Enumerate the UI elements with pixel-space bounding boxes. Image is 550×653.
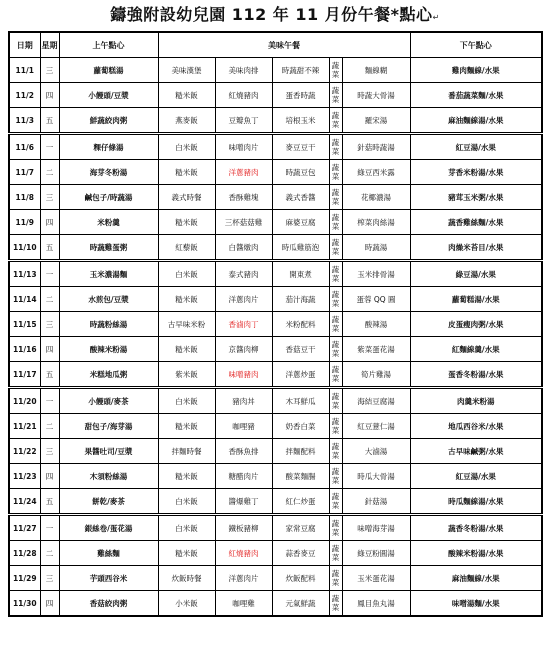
lunch-main-cell: 三杯菇菇雞: [215, 210, 272, 235]
vegetable-cell: [329, 566, 342, 591]
pm-snack-cell: 肉羹米粉湯: [410, 388, 542, 414]
date-cell: 11/27: [9, 515, 40, 541]
am-snack-cell: 香菇絞肉粥: [59, 591, 158, 617]
lunch-soup-cell: 針菇時蔬湯: [342, 134, 410, 160]
lunch-staple-cell: 白米飯: [158, 134, 215, 160]
vegetable-cell: [329, 160, 342, 185]
menu-row: [9, 261, 542, 287]
vegetable-label: 蔬: [331, 265, 340, 274]
vegetable-label: 蔬: [331, 392, 340, 401]
lunch-side-cell: 奶香白菜: [272, 414, 329, 439]
lunch-staple-cell: 拌麵時餐: [158, 439, 215, 464]
pm-snack-cell: 皮蛋瘦肉粥/水果: [410, 312, 542, 337]
vegetable-label: 蔬: [331, 569, 340, 578]
date-cell: 11/16: [9, 337, 40, 362]
header-pm: 下午點心: [410, 32, 542, 58]
title-text: 鑄強附設幼兒園 112 年 11 月份午餐*點心: [110, 5, 433, 24]
menu-table: [8, 31, 543, 617]
lunch-staple-cell: 白米飯: [158, 261, 215, 287]
vegetable-label: 菜: [331, 476, 340, 485]
lunch-side-cell: 米粉配料: [272, 312, 329, 337]
vegetable-label: 蔬: [331, 213, 340, 222]
menu-row: [9, 312, 542, 337]
weekday-cell: 四: [40, 591, 59, 617]
lunch-main-cell: 洋蔥肉片: [215, 566, 272, 591]
vegetable-label: 蔬: [331, 492, 340, 501]
date-cell: 11/9: [9, 210, 40, 235]
lunch-side-cell: 木耳鮮瓜: [272, 388, 329, 414]
weekday-cell: 五: [40, 362, 59, 388]
vegetable-cell: [329, 83, 342, 108]
lunch-staple-cell: 糙米飯: [158, 464, 215, 489]
am-snack-cell: 米粉羹: [59, 210, 158, 235]
menu-row: [9, 210, 542, 235]
menu-row: [9, 489, 542, 515]
lunch-side-cell: 義式香醬: [272, 185, 329, 210]
menu-row: [9, 108, 542, 134]
vegetable-label: 蔬: [331, 315, 340, 324]
lunch-staple-cell: 義式時餐: [158, 185, 215, 210]
menu-body: [9, 58, 542, 617]
return-mark: ↵: [432, 13, 440, 22]
date-cell: 11/2: [9, 83, 40, 108]
lunch-side-cell: 開東煮: [272, 261, 329, 287]
pm-snack-cell: 蔬香冬粉湯/水果: [410, 515, 542, 541]
lunch-staple-cell: 古早味米粉: [158, 312, 215, 337]
lunch-main-cell: 味噌豬肉: [215, 362, 272, 388]
weekday-cell: 五: [40, 235, 59, 261]
menu-row: [9, 464, 542, 489]
weekday-cell: 一: [40, 515, 59, 541]
am-snack-cell: 小饅頭/豆漿: [59, 83, 158, 108]
date-cell: 11/22: [9, 439, 40, 464]
date-cell: 11/30: [9, 591, 40, 617]
lunch-main-cell: 京醬肉柳: [215, 337, 272, 362]
menu-row: [9, 83, 542, 108]
vegetable-label: 菜: [331, 603, 340, 612]
vegetable-label: 蔬: [331, 86, 340, 95]
lunch-soup-cell: 大滷湯: [342, 439, 410, 464]
header-am: 上午點心: [59, 32, 158, 58]
date-cell: 11/1: [9, 58, 40, 83]
lunch-side-cell: 蛋香時蔬: [272, 83, 329, 108]
pm-snack-cell: 蘿蔔糕湯/水果: [410, 287, 542, 312]
am-snack-cell: 鮮蔬絞肉粥: [59, 108, 158, 134]
lunch-staple-cell: 白米飯: [158, 489, 215, 515]
pm-snack-cell: 紅麵線羹/水果: [410, 337, 542, 362]
pm-snack-cell: 古早味鹹粥/水果: [410, 439, 542, 464]
date-cell: 11/29: [9, 566, 40, 591]
vegetable-cell: [329, 185, 342, 210]
vegetable-label: 蔬: [331, 365, 340, 374]
lunch-main-cell: 紅燒豬肉: [215, 541, 272, 566]
weekday-cell: 一: [40, 261, 59, 287]
vegetable-label: 菜: [331, 501, 340, 510]
vegetable-cell: [329, 134, 342, 160]
vegetable-label: 菜: [331, 274, 340, 283]
menu-row: [9, 362, 542, 388]
am-snack-cell: 時蔬粉絲湯: [59, 312, 158, 337]
lunch-soup-cell: 綠豆粉圓湯: [342, 541, 410, 566]
menu-row: [9, 287, 542, 312]
date-cell: 11/21: [9, 414, 40, 439]
date-cell: 11/8: [9, 185, 40, 210]
header-lunch: 美味午餐: [158, 32, 410, 58]
weekday-cell: 五: [40, 489, 59, 515]
pm-snack-cell: 麻油麵線/水果: [410, 566, 542, 591]
menu-row: [9, 235, 542, 261]
lunch-side-cell: 時瓜雞筋泡: [272, 235, 329, 261]
vegetable-label: 蔬: [331, 544, 340, 553]
lunch-main-cell: 香滷肉丁: [215, 312, 272, 337]
lunch-soup-cell: 筍片雞湯: [342, 362, 410, 388]
lunch-staple-cell: 糙米飯: [158, 160, 215, 185]
menu-row: [9, 515, 542, 541]
date-cell: 11/20: [9, 388, 40, 414]
vegetable-cell: [329, 261, 342, 287]
lunch-main-cell: 豬肉丼: [215, 388, 272, 414]
weekday-cell: 四: [40, 83, 59, 108]
am-snack-cell: 鹹包子/時蔬湯: [59, 185, 158, 210]
header-row: [9, 32, 542, 58]
lunch-main-cell: 洋蔥肉片: [215, 287, 272, 312]
lunch-soup-cell: 酸辣湯: [342, 312, 410, 337]
vegetable-label: 菜: [331, 299, 340, 308]
header-dow: 星期: [40, 32, 59, 58]
vegetable-label: 蔬: [331, 238, 340, 247]
lunch-side-cell: 酸菜麵腸: [272, 464, 329, 489]
menu-row: [9, 591, 542, 617]
lunch-main-cell: 香酥雞塊: [215, 185, 272, 210]
vegetable-cell: [329, 235, 342, 261]
date-cell: 11/13: [9, 261, 40, 287]
menu-row: [9, 388, 542, 414]
vegetable-label: 菜: [331, 553, 340, 562]
vegetable-cell: [329, 388, 342, 414]
weekday-cell: 三: [40, 58, 59, 83]
vegetable-cell: [329, 439, 342, 464]
lunch-soup-cell: 紫菜蛋花湯: [342, 337, 410, 362]
vegetable-cell: [329, 591, 342, 617]
vegetable-cell: [329, 210, 342, 235]
am-snack-cell: 水煎包/豆漿: [59, 287, 158, 312]
vegetable-label: 菜: [331, 426, 340, 435]
lunch-side-cell: 紅仁炒蛋: [272, 489, 329, 515]
vegetable-label: 蔬: [331, 290, 340, 299]
lunch-staple-cell: 白米飯: [158, 388, 215, 414]
am-snack-cell: 時蔬雞蛋粥: [59, 235, 158, 261]
vegetable-cell: [329, 362, 342, 388]
vegetable-label: 蔬: [331, 467, 340, 476]
header-date: 日期: [9, 32, 40, 58]
menu-row: [9, 134, 542, 160]
lunch-side-cell: 炊飯配料: [272, 566, 329, 591]
vegetable-label: 菜: [331, 578, 340, 587]
lunch-side-cell: 拌麵配料: [272, 439, 329, 464]
lunch-staple-cell: 紫米飯: [158, 362, 215, 388]
lunch-staple-cell: 糙米飯: [158, 83, 215, 108]
vegetable-label: 菜: [331, 528, 340, 537]
menu-row: [9, 566, 542, 591]
vegetable-label: 蔬: [331, 519, 340, 528]
pm-snack-cell: 紅豆湯/水果: [410, 464, 542, 489]
lunch-main-cell: 香酥魚排: [215, 439, 272, 464]
weekday-cell: 三: [40, 439, 59, 464]
lunch-soup-cell: 針菇湯: [342, 489, 410, 515]
pm-snack-cell: 蛋香冬粉湯/水果: [410, 362, 542, 388]
lunch-side-cell: 時蔬甜不辣: [272, 58, 329, 83]
pm-snack-cell: 雞肉麵線/水果: [410, 58, 542, 83]
vegetable-label: 菜: [331, 451, 340, 460]
vegetable-label: 蔬: [331, 111, 340, 120]
lunch-side-cell: 香菇豆干: [272, 337, 329, 362]
lunch-side-cell: 麥豆豆干: [272, 134, 329, 160]
am-snack-cell: 雞絲麵: [59, 541, 158, 566]
am-snack-cell: 餅乾/麥茶: [59, 489, 158, 515]
pm-snack-cell: 味噌湯麵/水果: [410, 591, 542, 617]
vegetable-label: 菜: [331, 247, 340, 256]
vegetable-cell: [329, 337, 342, 362]
vegetable-label: 蔬: [331, 340, 340, 349]
lunch-side-cell: 家常豆腐: [272, 515, 329, 541]
vegetable-label: 蔬: [331, 163, 340, 172]
weekday-cell: 五: [40, 108, 59, 134]
vegetable-label: 菜: [331, 197, 340, 206]
am-snack-cell: 蘿蔔糕湯: [59, 58, 158, 83]
pm-snack-cell: 地瓜西谷米/水果: [410, 414, 542, 439]
lunch-staple-cell: 糙米飯: [158, 210, 215, 235]
vegetable-cell: [329, 541, 342, 566]
vegetable-label: 蔬: [331, 61, 340, 70]
date-cell: 11/23: [9, 464, 40, 489]
pm-snack-cell: 芽香米粉湯/水果: [410, 160, 542, 185]
vegetable-cell: [329, 515, 342, 541]
lunch-soup-cell: 紅豆薏仁湯: [342, 414, 410, 439]
weekday-cell: 四: [40, 337, 59, 362]
lunch-main-cell: 鐵板豬柳: [215, 515, 272, 541]
vegetable-label: 菜: [331, 374, 340, 383]
date-cell: 11/28: [9, 541, 40, 566]
lunch-soup-cell: 花椰濃湯: [342, 185, 410, 210]
am-snack-cell: 木須粉絲湯: [59, 464, 158, 489]
lunch-staple-cell: 糙米飯: [158, 414, 215, 439]
lunch-soup-cell: 鳳目魚丸湯: [342, 591, 410, 617]
menu-row: [9, 414, 542, 439]
lunch-main-cell: 咖哩雞: [215, 591, 272, 617]
weekday-cell: 二: [40, 287, 59, 312]
vegetable-label: 菜: [331, 401, 340, 410]
lunch-soup-cell: 蛋蓉 QQ 圓: [342, 287, 410, 312]
pm-snack-cell: 豬茸玉米粥/水果: [410, 185, 542, 210]
lunch-staple-cell: 小米飯: [158, 591, 215, 617]
vegetable-cell: [329, 489, 342, 515]
vegetable-label: 菜: [331, 349, 340, 358]
pm-snack-cell: 麻油麵線湯/水果: [410, 108, 542, 134]
date-cell: 11/15: [9, 312, 40, 337]
date-cell: 11/14: [9, 287, 40, 312]
vegetable-label: 菜: [331, 120, 340, 129]
lunch-staple-cell: 燕麥飯: [158, 108, 215, 134]
lunch-soup-cell: 玉米排骨湯: [342, 261, 410, 287]
vegetable-cell: [329, 414, 342, 439]
vegetable-cell: [329, 287, 342, 312]
vegetable-label: 蔬: [331, 188, 340, 197]
lunch-side-cell: 元氣鮮蔬: [272, 591, 329, 617]
weekday-cell: 四: [40, 210, 59, 235]
pm-snack-cell: 肉燥米苔目/水果: [410, 235, 542, 261]
lunch-main-cell: 洋蔥豬肉: [215, 160, 272, 185]
lunch-main-cell: 白醬燉肉: [215, 235, 272, 261]
am-snack-cell: 芋頭西谷米: [59, 566, 158, 591]
weekday-cell: 二: [40, 414, 59, 439]
pm-snack-cell: 紅豆湯/水果: [410, 134, 542, 160]
vegetable-cell: [329, 58, 342, 83]
pm-snack-cell: 蔬香雞絲麵/水果: [410, 210, 542, 235]
am-snack-cell: 甜包子/海芽湯: [59, 414, 158, 439]
weekday-cell: 三: [40, 566, 59, 591]
date-cell: 11/10: [9, 235, 40, 261]
lunch-soup-cell: 海結豆腐湯: [342, 388, 410, 414]
date-cell: 11/3: [9, 108, 40, 134]
am-snack-cell: 海芽冬粉湯: [59, 160, 158, 185]
lunch-soup-cell: 榨菜肉絲湯: [342, 210, 410, 235]
date-cell: 11/17: [9, 362, 40, 388]
pm-snack-cell: 時瓜麵線湯/水果: [410, 489, 542, 515]
lunch-side-cell: 培根玉米: [272, 108, 329, 134]
lunch-main-cell: 泰式豬肉: [215, 261, 272, 287]
vegetable-label: 菜: [331, 324, 340, 333]
am-snack-cell: 玉米濃湯麵: [59, 261, 158, 287]
vegetable-label: 蔬: [331, 594, 340, 603]
lunch-soup-cell: 麵線糊: [342, 58, 410, 83]
vegetable-cell: [329, 464, 342, 489]
lunch-main-cell: 咖哩豬: [215, 414, 272, 439]
lunch-side-cell: 蒜香麥豆: [272, 541, 329, 566]
lunch-soup-cell: 綠豆西米露: [342, 160, 410, 185]
lunch-main-cell: 豆瓣魚丁: [215, 108, 272, 134]
vegetable-label: 菜: [331, 95, 340, 104]
lunch-staple-cell: 紅藜飯: [158, 235, 215, 261]
vegetable-cell: [329, 108, 342, 134]
page-title: [0, 2, 550, 25]
vegetable-label: 菜: [331, 147, 340, 156]
date-cell: 11/7: [9, 160, 40, 185]
lunch-side-cell: 洋蔥炒蛋: [272, 362, 329, 388]
menu-row: [9, 58, 542, 83]
am-snack-cell: 果醬吐司/豆漿: [59, 439, 158, 464]
lunch-soup-cell: 時蔬大骨湯: [342, 83, 410, 108]
lunch-main-cell: 美味肉排: [215, 58, 272, 83]
am-snack-cell: 小饅頭/麥茶: [59, 388, 158, 414]
weekday-cell: 二: [40, 541, 59, 566]
weekday-cell: 二: [40, 160, 59, 185]
lunch-soup-cell: 時蔬湯: [342, 235, 410, 261]
lunch-main-cell: 醬爆雞丁: [215, 489, 272, 515]
vegetable-label: 菜: [331, 172, 340, 181]
am-snack-cell: 米糕地瓜粥: [59, 362, 158, 388]
am-snack-cell: 粿仔條湯: [59, 134, 158, 160]
pm-snack-cell: 綠豆湯/水果: [410, 261, 542, 287]
menu-row: [9, 337, 542, 362]
lunch-soup-cell: 時瓜大骨湯: [342, 464, 410, 489]
lunch-staple-cell: 糙米飯: [158, 337, 215, 362]
lunch-soup-cell: 味噌海芽湯: [342, 515, 410, 541]
weekday-cell: 一: [40, 388, 59, 414]
menu-row: [9, 541, 542, 566]
menu-row: [9, 439, 542, 464]
vegetable-cell: [329, 312, 342, 337]
vegetable-label: 菜: [331, 70, 340, 79]
lunch-main-cell: 糖醋肉片: [215, 464, 272, 489]
weekday-cell: 一: [40, 134, 59, 160]
menu-row: [9, 185, 542, 210]
vegetable-label: 蔬: [331, 417, 340, 426]
date-cell: 11/6: [9, 134, 40, 160]
vegetable-label: 蔬: [331, 442, 340, 451]
lunch-main-cell: 味噌肉片: [215, 134, 272, 160]
lunch-staple-cell: 糙米飯: [158, 541, 215, 566]
am-snack-cell: 銀絲卷/蛋花湯: [59, 515, 158, 541]
lunch-side-cell: 茄汁海蔬: [272, 287, 329, 312]
lunch-side-cell: 時蔬豆包: [272, 160, 329, 185]
menu-row: [9, 160, 542, 185]
weekday-cell: 四: [40, 464, 59, 489]
lunch-staple-cell: 美味漢堡: [158, 58, 215, 83]
weekday-cell: 三: [40, 185, 59, 210]
am-snack-cell: 酸辣米粉湯: [59, 337, 158, 362]
lunch-soup-cell: 羅宋湯: [342, 108, 410, 134]
pm-snack-cell: 酸辣米粉湯/水果: [410, 541, 542, 566]
vegetable-label: 菜: [331, 222, 340, 231]
lunch-staple-cell: 白米飯: [158, 515, 215, 541]
lunch-staple-cell: 糙米飯: [158, 287, 215, 312]
lunch-staple-cell: 炊飯時餐: [158, 566, 215, 591]
weekday-cell: 三: [40, 312, 59, 337]
lunch-side-cell: 麻婆豆腐: [272, 210, 329, 235]
lunch-soup-cell: 玉米蛋花湯: [342, 566, 410, 591]
pm-snack-cell: 番茄蔬菜麵/水果: [410, 83, 542, 108]
date-cell: 11/24: [9, 489, 40, 515]
lunch-main-cell: 紅燒豬肉: [215, 83, 272, 108]
vegetable-label: 蔬: [331, 138, 340, 147]
